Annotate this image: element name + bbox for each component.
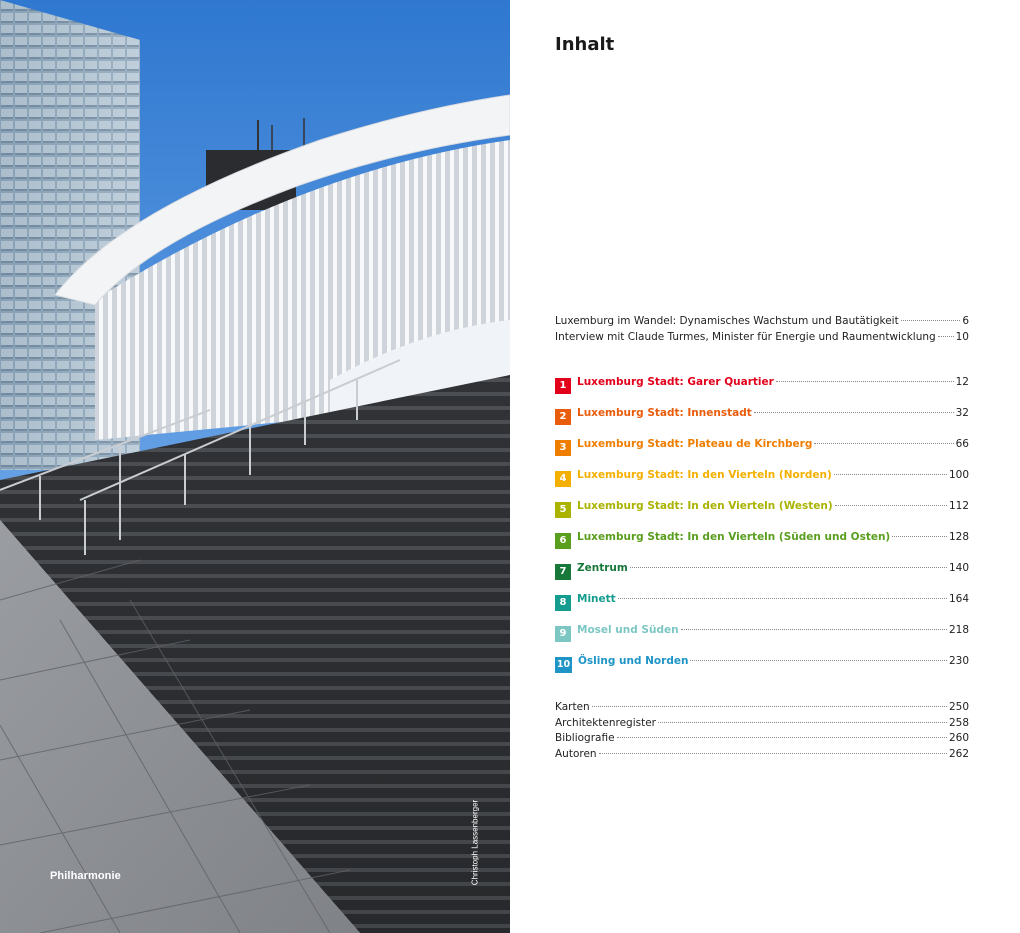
dot-leader <box>617 737 947 738</box>
chapter-label: Luxemburg Stadt: Garer Quartier <box>577 376 774 388</box>
dot-leader <box>592 706 947 707</box>
toc-chapter-4[interactable] <box>555 468 969 484</box>
dot-leader <box>901 320 961 321</box>
toc-entry-label: Interview mit Claude Turmes, Minister für Energie und Raumentwicklung <box>555 331 936 343</box>
toc-entry-label: Bibliografie <box>555 732 615 744</box>
toc-entry-label: Architektenregister <box>555 717 656 729</box>
chapter-page: 230 <box>948 655 969 667</box>
chapter-page: 128 <box>948 531 969 543</box>
toc-chapter-8[interactable] <box>555 592 969 608</box>
chapter-label: Luxemburg Stadt: Innenstadt <box>577 407 752 419</box>
toc-entry-page: 260 <box>948 732 969 744</box>
toc-chapter-1[interactable] <box>555 375 969 391</box>
dot-leader <box>658 722 947 723</box>
chapter-number-badge: 9 <box>555 626 571 642</box>
chapter-page: 32 <box>955 407 969 419</box>
chapter-label: Luxemburg Stadt: In den Vierteln (Süden und Osten) <box>577 531 891 543</box>
chapter-number-badge: 2 <box>555 409 571 425</box>
chapter-label: Ösling und Norden <box>578 655 689 667</box>
toc-chapter-5[interactable] <box>555 499 969 515</box>
toc-chapter-9[interactable] <box>555 623 969 639</box>
chapter-number-badge: 5 <box>555 502 571 518</box>
toc-chapter-3[interactable] <box>555 437 969 453</box>
chapter-number-badge: 8 <box>555 595 571 611</box>
toc-chapter-10[interactable] <box>555 654 969 670</box>
toc-entry-page: 258 <box>948 717 969 729</box>
chapter-number-badge: 10 <box>555 657 572 673</box>
toc-appendix-entry[interactable] <box>555 700 969 714</box>
chapter-label: Luxemburg Stadt: Plateau de Kirchberg <box>577 438 813 450</box>
chapter-page: 66 <box>955 438 969 450</box>
dot-leader <box>776 381 954 382</box>
dot-leader <box>892 536 947 537</box>
chapter-label: Zentrum <box>577 562 628 574</box>
toc-chapter-7[interactable] <box>555 561 969 577</box>
toc-appendix-entry[interactable] <box>555 747 969 761</box>
toc-entry-label: Autoren <box>555 748 597 760</box>
dot-leader <box>599 753 947 754</box>
chapter-number-badge: 7 <box>555 564 571 580</box>
chapter-page: 218 <box>948 624 969 636</box>
toc-appendix-entry[interactable] <box>555 731 969 745</box>
chapter-page: 112 <box>948 500 969 512</box>
toc-entry-page: 250 <box>948 701 969 713</box>
toc-entry-page: 262 <box>948 748 969 760</box>
chapter-page: 164 <box>948 593 969 605</box>
photo-caption: Philharmonie <box>50 870 121 882</box>
toc-entry-page: 6 <box>962 315 969 327</box>
chapter-label: Luxemburg Stadt: In den Vierteln (Norden) <box>577 469 832 481</box>
chapter-number-badge: 3 <box>555 440 571 456</box>
dot-leader <box>681 629 947 630</box>
dot-leader <box>814 443 953 444</box>
dot-leader <box>630 567 947 568</box>
dot-leader <box>834 474 947 475</box>
dot-leader <box>938 336 954 337</box>
toc-chapter-2[interactable] <box>555 406 969 422</box>
dot-leader <box>754 412 954 413</box>
photo-credit: Christoph Lassenberger <box>470 799 480 886</box>
dot-leader <box>690 660 947 661</box>
page-title: Inhalt <box>555 34 615 55</box>
toc-appendix-entry[interactable] <box>555 716 969 730</box>
chapter-page: 140 <box>948 562 969 574</box>
toc-entry-label: Karten <box>555 701 590 713</box>
toc-entry[interactable] <box>555 314 969 328</box>
dot-leader <box>835 505 947 506</box>
chapter-number-badge: 1 <box>555 378 571 394</box>
chapter-label: Luxemburg Stadt: In den Vierteln (Westen) <box>577 500 833 512</box>
chapter-number-badge: 6 <box>555 533 571 549</box>
chapter-label: Minett <box>577 593 616 605</box>
chapter-page: 100 <box>948 469 969 481</box>
toc-entry-page: 10 <box>955 331 969 343</box>
chapter-label: Mosel und Süden <box>577 624 679 636</box>
dot-leader <box>618 598 947 599</box>
chapter-number-badge: 4 <box>555 471 571 487</box>
toc-entry[interactable] <box>555 330 969 344</box>
chapter-page: 12 <box>955 376 969 388</box>
toc-entry-label: Luxemburg im Wandel: Dynamisches Wachstum und Bautätigkeit <box>555 315 899 327</box>
toc-chapter-6[interactable] <box>555 530 969 546</box>
